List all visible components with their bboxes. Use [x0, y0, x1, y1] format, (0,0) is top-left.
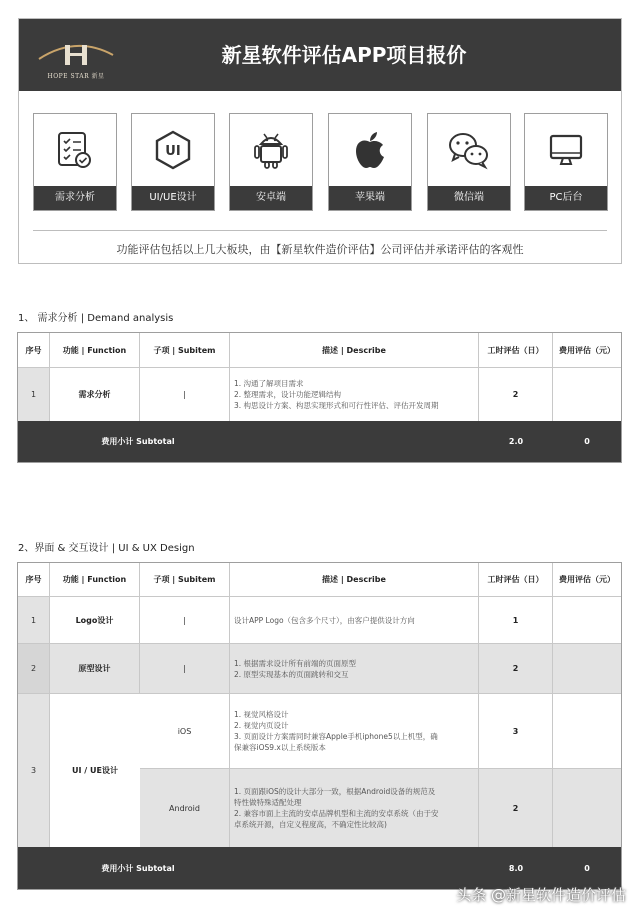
tile-label: 苹果端	[329, 186, 411, 210]
tile-requirements	[33, 113, 117, 211]
monitor-icon	[525, 114, 607, 186]
summary-text: 功能评估包括以上几大板块，由【新星软件造价评估】公司评估并承诺评估的客观性	[116, 243, 524, 256]
apple-icon	[329, 114, 411, 186]
subtotal-row: 费用小计 Subtotal 8.0 0	[18, 847, 621, 889]
logo	[31, 33, 121, 81]
section-title-demand: 1、 需求分析 | Demand analysis	[18, 313, 174, 324]
table-header	[18, 563, 621, 596]
header-card	[18, 18, 622, 264]
tile-ui-design	[131, 113, 215, 211]
ui-badge-icon	[132, 114, 214, 186]
wechat-icon	[428, 114, 510, 186]
subtotal-row: 费用小计 Subtotal 2.0 0	[18, 421, 621, 462]
section-title-ui: 2、界面 & 交互设计 | UI & UX Design	[18, 543, 195, 554]
table-row: 2 原型设计 | 1. 根据需求设计所有前端的页面原型 2. 原型实现基本的页面跳转和交互 2	[18, 644, 621, 693]
col-no: 序号	[18, 333, 50, 367]
header-bar	[19, 19, 621, 91]
module-tiles	[19, 113, 621, 213]
col-cost: 费用评估（元）	[559, 575, 615, 584]
table-row-group: 3 UI / UE设计	[18, 694, 621, 847]
table-subrow-ios: iOS 1. 视觉风格设计 2. 视觉内页设计 3. 页面设计方案需同时兼容Apple手机iphone5以上机型，确 保兼容iOS9.x以上系统版本 3	[140, 694, 621, 768]
col-days: 工时评估（日）	[479, 333, 553, 367]
col-cost: 费用评估（元）	[559, 345, 615, 355]
table-subrow-android: Android 1. 页面跟iOS的设计大部分一致，根据Android设备的规范及 特性做特殊适配处理 2. 兼容市面上主流的安卓品牌机型和主流的安卓系统（由于安 卓系统开源，自定义程度高，不确定性比较高) 2	[140, 769, 621, 847]
col-function: 功能 | Function	[50, 333, 140, 367]
logo-text: HOPE STAR 新星	[47, 73, 105, 80]
checklist-icon	[34, 114, 116, 186]
table-row: 1 Logo设计 | 设计APP Logo（包含多个尺寸），由客户提供设计方向 1	[18, 597, 621, 643]
table-row: 1 需求分析 | 1. 沟通了解项目需求 2. 整理需求，设计功能逻辑结构 3. 构思设计方案、构思实现形式和可行性评估、评估开发周期 2	[18, 368, 621, 421]
android-icon	[230, 114, 312, 186]
col-describe: 描述 | Describe	[230, 333, 479, 367]
tile-label: PC后台	[525, 186, 607, 210]
tile-label: 安卓端	[230, 186, 312, 210]
tile-label: 需求分析	[34, 186, 116, 210]
logo-mark-icon	[31, 33, 121, 73]
tile-label: 微信端	[428, 186, 510, 210]
col-subitem: 子项 | Subitem	[140, 563, 230, 596]
col-no: 序号	[18, 563, 50, 596]
svg-text:UI: UI	[165, 144, 181, 159]
watermark: 头条 @新星软件造价评估	[456, 886, 626, 904]
col-describe: 描述 | Describe	[230, 563, 479, 596]
tile-wechat	[427, 113, 511, 211]
table-header	[18, 333, 621, 367]
page-title: 新星软件评估APP项目报价	[221, 43, 467, 67]
tile-android	[229, 113, 313, 211]
divider	[33, 230, 607, 231]
table-ui-design	[17, 562, 622, 890]
col-days: 工时评估（日）	[479, 563, 553, 596]
tile-pc	[524, 113, 608, 211]
tile-ios	[328, 113, 412, 211]
col-subitem: 子项 | Subitem	[140, 333, 230, 367]
col-function: 功能 | Function	[50, 563, 140, 596]
table-demand	[17, 332, 622, 463]
tile-label: UI/UE设计	[132, 186, 214, 210]
